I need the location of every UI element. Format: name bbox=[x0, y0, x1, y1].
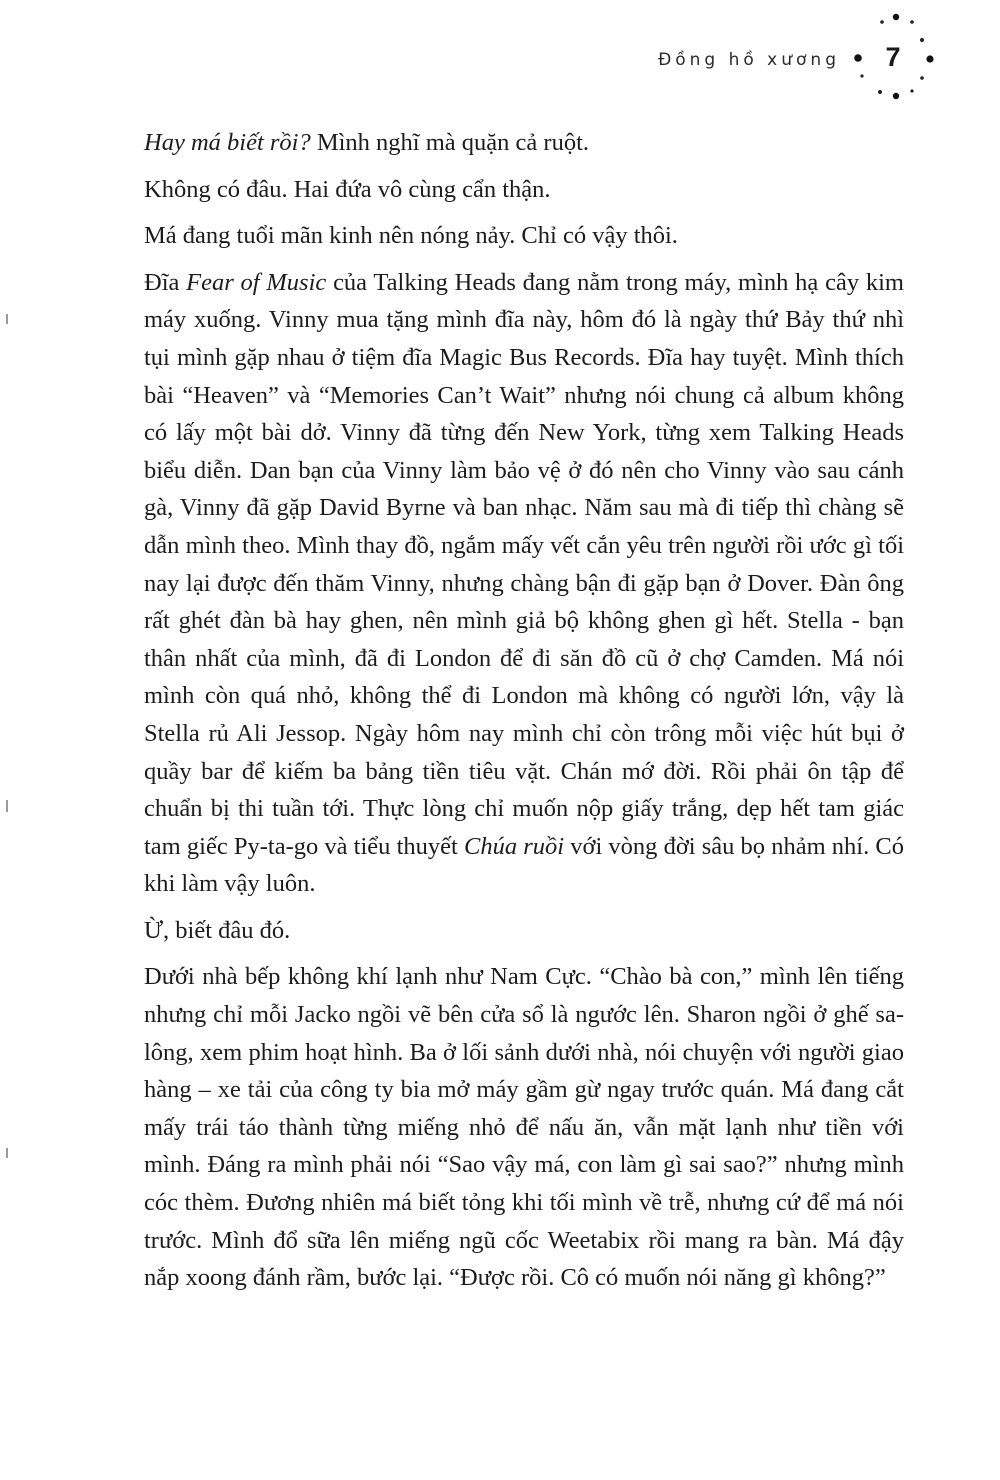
paragraph bbox=[144, 264, 904, 903]
paragraph-text: Mình nghĩ mà quặn cả ruột. bbox=[310, 129, 590, 156]
paragraph-text: Đĩa bbox=[144, 268, 187, 296]
album-title: Fear of Music bbox=[186, 268, 327, 296]
margin-mark bbox=[6, 800, 8, 812]
paragraph: Dưới nhà bếp không khí lạnh như Nam Cực. “Chào bà con,” mình lên tiếng nhưng chỉ mỗi Jacko ngồi vẽ bên cửa sổ là ngước lên. Sharon ngồi ở ghế sa-lông, xem phim hoạt hình. Ba ở lối sảnh dưới nhà, nói chuyện với người giao hàng – xe tải của công ty bia mở máy gầm gừ ngay trước quán. Má đang cắt mấy trái táo thành từng miếng nhỏ để nấu ăn, vẫn mặt lạnh như tiền với mình. Đáng ra mình phải nói “Sao vậy má, con làm gì sai sao?” nhưng mình cóc thèm. Đương nhiên má biết tỏng khi tối mình về trễ, nhưng cứ để má nói trước. Mình đổ sữa lên miếng ngũ cốc Weetabix rồi mang ra bàn. Má đậy nắp xoong đánh rầm, bước lại. “Được rồi. Cô có muốn nói năng gì không?” bbox=[144, 963, 904, 1292]
book-title: Chúa ruồi bbox=[463, 832, 565, 860]
margin-mark bbox=[6, 314, 8, 324]
paragraph-text: với vòng đời sâu bọ nhảm nhí. Có khi làm vậy luôn. bbox=[144, 832, 904, 898]
running-title: Đồng hồ xương bbox=[658, 50, 840, 70]
paragraph: Không có đâu. Hai đứa vô cùng cẩn thận. bbox=[144, 175, 551, 203]
paragraph-text: của Talking Heads đang nằm trong máy, mình hạ cây kim máy xuống. Vinny mua tặng mình đĩa này, hôm đó là ngày thứ Bảy thứ nhì tụi mình gặp nhau ở tiệm đĩa Magic Bus Records. Đĩa hay tuyệt. Mình thích bài “Heaven” và “Memories Can’t Wait” nhưng nói chung cả album không có lấy một bài dở. Vinny đã từng đến New York, từng xem Talking Heads biểu diễn. Dan bạn của Vinny làm bảo vệ ở đó nên cho Vinny vào sau cánh gà, Vinny đã gặp David Byrne và ban nhạc. Năm sau mà đi tiếp thì chàng sẽ dẫn mình theo. Mình thay đồ, ngắm mấy vết cắn yêu trên người rồi ước gì tối nay lại được đến thăm Vinny, nhưng chàng bận đi gặp bạn ở Dover. Đàn ông rất ghét đàn bà hay ghen, nên mình giả bộ không ghen gì hết. Stella - bạn thân nhất của mình, đã đi London để đi săn đồ cũ ở chợ Camden. Má nói mình còn quá nhỏ, không thể đi London mà không có người lớn, vậy là Stella rủ Ali Jessop. Ngày hôm nay mình chỉ còn trông mỗi việc hút bụi ở quầy bar để kiếm ba bảng tiền tiêu vặt. Chán mớ đời. Rồi phải ôn tập để chuẩn bị thi tuần tới. Thực lòng chỉ muốn nộp giấy trắng, dẹp hết tam giác tam giếc Py-ta-go và tiểu thuyết bbox=[144, 268, 904, 860]
page-header bbox=[0, 0, 1000, 110]
paragraph: Má đang tuổi mãn kinh nên nóng nảy. Chỉ có vậy thôi. bbox=[144, 222, 678, 250]
italic-text: Hay má biết rồi? bbox=[144, 129, 311, 156]
paragraph bbox=[144, 124, 904, 162]
margin-mark bbox=[6, 1148, 8, 1158]
body-text bbox=[144, 124, 904, 1306]
paragraph: Ừ, biết đâu đó. bbox=[144, 916, 291, 944]
dots-ornament-icon bbox=[830, 0, 960, 110]
page-number: 7 bbox=[885, 42, 901, 72]
